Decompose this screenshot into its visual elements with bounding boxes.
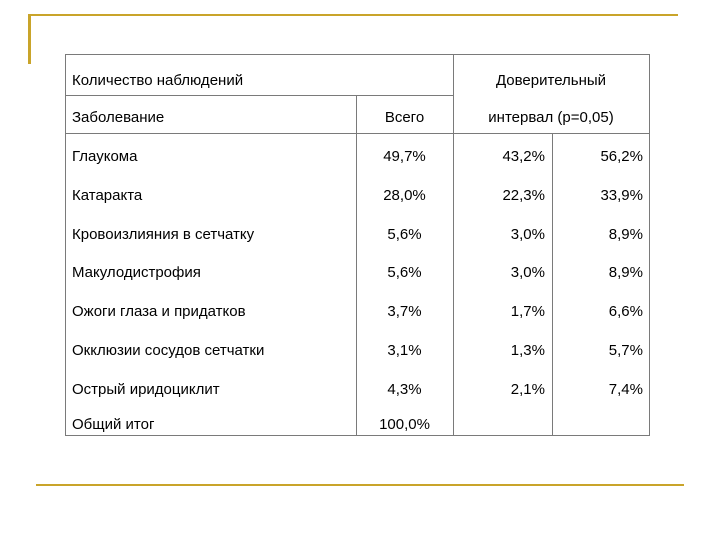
footer-name: Общий итог [72,416,155,433]
statistics-table [65,54,650,436]
row-low: 43,2% [502,148,545,165]
row-high: 5,7% [608,342,643,359]
row-name: Окклюзии сосудов сетчатки [72,342,265,359]
row-name: Кровоизлияния в сетчатку [72,226,255,243]
header-interval-label: интервал (p=0,05) [488,109,614,126]
row-high: 33,9% [600,187,643,204]
decorative-bottom-line [36,484,684,486]
row-total: 49,7% [383,148,426,165]
row-total: 28,0% [383,187,426,204]
row-low: 3,0% [510,264,545,281]
header-count-label: Количество наблюдений [72,72,244,89]
footer-total: 100,0% [379,416,430,433]
row-low: 1,3% [510,342,545,359]
row-high: 7,4% [608,381,643,398]
row-name: Ожоги глаза и придатков [72,303,246,320]
row-high: 8,9% [608,226,643,243]
header-confidence-label: Доверительный [495,72,607,89]
decorative-vertical-line [28,14,31,64]
row-total: 4,3% [387,381,422,398]
row-high: 6,6% [608,303,643,320]
row-low: 22,3% [502,187,545,204]
row-high: 56,2% [600,148,643,165]
header-total-label: Всего [384,109,425,126]
row-total: 3,7% [387,303,422,320]
row-low: 2,1% [510,381,545,398]
row-total: 5,6% [387,226,422,243]
decorative-top-line [28,14,678,16]
header-disease-label: Заболевание [72,109,165,126]
row-low: 1,7% [510,303,545,320]
row-name: Макулодистрофия [72,264,201,281]
row-total: 3,1% [387,342,422,359]
row-low: 3,0% [510,226,545,243]
row-total: 5,6% [387,264,422,281]
row-name: Глаукома [72,148,138,165]
row-name: Катаракта [72,187,143,204]
header-divider-top [66,95,453,96]
header-divider-bottom [66,133,649,134]
row-high: 8,9% [608,264,643,281]
row-name: Острый иридоциклит [72,381,220,398]
